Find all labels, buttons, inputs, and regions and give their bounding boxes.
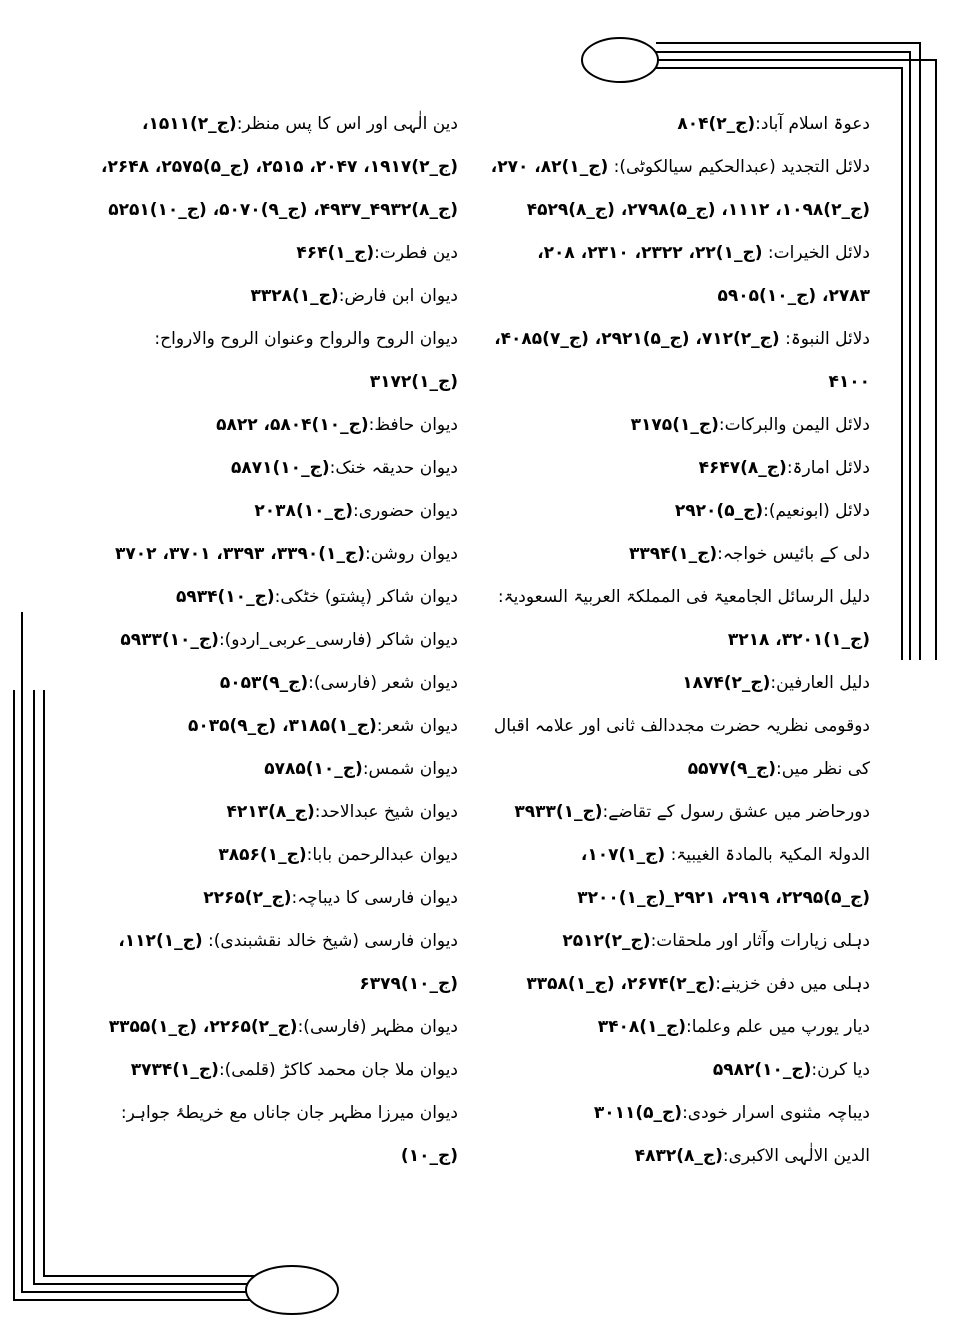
index-entry	[490, 1092, 870, 1135]
entry-title: دین فطرت:	[374, 243, 458, 263]
entry-reference: (ج_۱)۸۲، ۲۷۰، (ج_۲)۱۰۹۸، ۱۱۱۲، (ج_۵)۲۷۹۸، (ج_۸)۴۵۲۹	[490, 157, 870, 220]
entry-title: دلی کے بائیس خواجہ:	[717, 544, 870, 564]
entry-title: دیوان فارسی کا دیباچہ:	[291, 888, 458, 908]
index-entry	[76, 318, 458, 404]
entry-title: دیوان حضوری:	[353, 501, 458, 521]
index-entry	[76, 447, 458, 490]
index-entry	[490, 318, 870, 404]
entry-reference: (ج_۹)۵۵۷۷	[687, 759, 776, 779]
entry-title: دین الٰہی اور اس کا پس منظر:	[236, 114, 458, 134]
index-entry	[76, 920, 458, 1006]
entry-reference: (ج_۸)۴۶۴۷	[698, 458, 787, 478]
entry-reference: (ج_۱۰)	[400, 1146, 458, 1166]
entry-reference: (ج_۱)۳۲۰۱، ۳۲۱۸	[727, 630, 870, 650]
entry-title: دیوان فارسی (شیخ خالد نقشبندی):	[202, 931, 458, 951]
entry-title: دلائل النبوۃ:	[779, 329, 870, 349]
index-entry	[490, 103, 870, 146]
entry-title: دیوان حدیقہ خنک:	[329, 458, 458, 478]
index-entry	[76, 533, 458, 576]
entry-title: دیوان مظہر (فارسی):	[297, 1017, 458, 1037]
entry-reference: (ج_۱)۱۱۲، (ج_۱۰)۶۳۷۹	[118, 931, 458, 994]
index-entry	[490, 576, 870, 662]
index-entry	[490, 1049, 870, 1092]
entry-title: دیا کرن:	[811, 1060, 870, 1080]
entry-title: دیار یورپ میں علم وعلما:	[685, 1017, 870, 1037]
index-entry	[76, 1092, 458, 1178]
index-entry	[490, 1135, 870, 1178]
entry-title: دلیل العارفین:	[770, 673, 870, 693]
entry-reference: (ج_۵)۳۰۱۱	[593, 1103, 683, 1123]
entry-reference: (ج_۱)۳۳۹۴	[628, 544, 718, 564]
entry-reference: (ج_۱۰)۵۸۷۱	[231, 458, 330, 478]
index-entry	[490, 1006, 870, 1049]
entry-title: دلائل الخیرات:	[762, 243, 870, 263]
index-entry	[76, 748, 458, 791]
entry-reference: (ج_۱۰)۵۹۳۳	[120, 630, 219, 650]
index-entry	[76, 275, 458, 318]
index-entry	[490, 447, 870, 490]
entry-title: دیوان شاکر (فارسی_عربی_اردو):	[218, 630, 458, 650]
index-entry	[76, 877, 458, 920]
entry-reference: (ج_۱)۳۱۸۵، (ج_۹)۵۰۳۵	[187, 716, 377, 736]
entry-reference: (ج_۲)۲۶۷۴، (ج_۱)۳۳۵۸	[526, 974, 716, 994]
entry-title: دلائل (ابونعیم):	[763, 501, 870, 521]
entry-reference: (ج_۱)۴۶۴	[296, 243, 375, 263]
entry-reference: (ج_۵)۲۹۲۰	[674, 501, 764, 521]
index-entry	[490, 404, 870, 447]
entry-title: دیوان ملا جان محمد کاکڑ (قلمی):	[218, 1060, 458, 1080]
entry-title: دیوان میرزا مظہر جان جاناں مع خریطۂ جواہر:	[120, 1103, 458, 1123]
index-column-left	[76, 103, 458, 1178]
index-entry	[76, 1006, 458, 1049]
entry-reference: (ج_۲)۱۵۱۱، (ج_۲)۱۹۱۷، ۲۰۴۷، ۲۵۱۵، (ج_۵)۲۵۷۵، ۲۶۴۸، (ج_۸)۴۹۳۲_۴۹۳۷، (ج_۹)۵۰۷۰، (ج_۱۰)۵۲۵۱	[101, 114, 458, 220]
index-entry	[490, 490, 870, 533]
entry-title: دیوان شمس:	[362, 759, 458, 779]
index-entry	[490, 791, 870, 834]
index-entry	[76, 705, 458, 748]
index-column-right	[490, 103, 870, 1178]
entry-reference: (ج_۹)۵۰۵۳	[219, 673, 309, 693]
entry-title: دیوان شاکر (پشتو) خٹکی:	[274, 587, 458, 607]
entry-reference: (ج_۲)۲۲۶۵، (ج_۱)۳۳۵۵	[108, 1017, 298, 1037]
index-entry	[76, 232, 458, 275]
index-entry	[76, 490, 458, 533]
index-entry	[76, 103, 458, 232]
entry-title: الدولۃ المکیۃ بالمادۃ الغیبیۃ:	[665, 845, 870, 865]
entry-reference: (ج_۱۰)۵۷۸۵	[264, 759, 363, 779]
entry-reference: (ج_۱۰)۵۹۳۴	[176, 587, 275, 607]
top-ornament-oval	[582, 38, 658, 82]
entry-title: دیوان حافظ:	[368, 415, 458, 435]
entry-reference: (ج_۱)۳۱۷۲	[369, 372, 458, 392]
entry-title: دیوان روشن:	[364, 544, 458, 564]
entry-reference: (ج_۲)۲۵۱۲	[562, 931, 651, 951]
entry-title: دہلی میں دفن خزینے:	[715, 974, 870, 994]
entry-title: دہلی زیارات وآثار اور ملحقات:	[650, 931, 870, 951]
entry-reference: (ج_۱۰)۲۰۳۸	[254, 501, 354, 521]
index-entry	[490, 834, 870, 920]
entry-title: دیوان ابن فارض:	[338, 286, 458, 306]
index-entry	[490, 146, 870, 232]
entry-reference: (ج_۱)۳۷۳۴	[130, 1060, 219, 1080]
entry-title: الدین الالٰہی الاکبری:	[722, 1146, 870, 1166]
entry-reference: (ج_۱)۳۱۷۵	[630, 415, 719, 435]
index-entry	[76, 791, 458, 834]
index-entry	[76, 576, 458, 619]
entry-reference: (ج_۱)۲۲، ۲۳۲۲، ۲۳۱۰، ۲۰۸، ۲۷۸۳، (ج_۱۰)۵۹۰۵	[537, 243, 870, 306]
entry-title: دلائل امارۃ:	[786, 458, 870, 478]
entry-title: دیوان شعر:	[376, 716, 458, 736]
entry-reference: (ج_۲)۷۱۲، (ج_۵)۲۹۲۱، (ج_۷)۴۰۸۵، ۴۱۰۰	[494, 329, 870, 392]
entry-reference: (ج_۲)۲۲۶۵	[203, 888, 292, 908]
entry-title: دلائل التجدید (عبدالحکیم سیالکوٹی):	[608, 157, 870, 177]
entry-reference: (ج_۱)۳۹۳۳	[514, 802, 603, 822]
entry-title: دیوان شیخ عبدالاحد:	[314, 802, 458, 822]
entry-title: دیوان شعر (فارسی):	[308, 673, 458, 693]
index-entry	[490, 232, 870, 318]
entry-title: دلیل الرسائل الجامعیۃ فی المملکۃ العربیۃ السعودیۃ:	[497, 587, 870, 607]
entry-reference: (ج_۱)۳۳۹۰، ۳۳۹۳، ۳۷۰۱، ۳۷۰۲	[115, 544, 365, 564]
entry-title: دوقومی نظریہ حضرت مجددالف ثانی اور علامہ اقبال کی نظر میں:	[493, 716, 870, 779]
entry-title: دعوۃ اسلام آباد:	[755, 114, 870, 134]
entry-reference: (ج_۱)۱۰۷، (ج_۵)۲۲۹۵، ۲۹۱۹، ۲۹۲۱_(ج_۱)۳۲۰۰	[577, 845, 870, 908]
entry-reference: (ج_۲)۸۰۴	[677, 114, 756, 134]
entry-title: دیوان عبدالرحمن بابا:	[306, 845, 458, 865]
entry-reference: (ج_۱)۳۴۰۸	[597, 1017, 686, 1037]
entry-reference: (ج_۲)۱۸۷۴	[682, 673, 771, 693]
index-entry	[490, 920, 870, 963]
index-entry	[490, 662, 870, 705]
entry-reference: (ج_۸)۴۲۱۳	[226, 802, 315, 822]
entry-title: دیوان الروح والرواح وعنوان الروح والارواح:	[154, 329, 458, 349]
entry-reference: (ج_۱۰)۵۹۸۲	[712, 1060, 812, 1080]
index-entry	[76, 619, 458, 662]
entry-title: دلائل الیمن والبرکات:	[718, 415, 870, 435]
entry-title: دورحاضر میں عشق رسول کے تقاضے:	[602, 802, 870, 822]
entry-reference: (ج_۱)۳۳۲۸	[250, 286, 339, 306]
bottom-ornament-oval	[246, 1266, 338, 1314]
index-entry	[76, 662, 458, 705]
index-entry	[490, 963, 870, 1006]
index-entry	[76, 834, 458, 877]
entry-title: دیباچہ مثنوی اسرار خودی:	[682, 1103, 870, 1123]
entry-reference: (ج_۱۰)۵۸۰۴، ۵۸۲۲	[216, 415, 369, 435]
index-entry	[76, 404, 458, 447]
index-entry	[490, 705, 870, 791]
index-entry	[490, 533, 870, 576]
entry-reference: (ج_۱)۳۸۵۶	[218, 845, 307, 865]
entry-reference: (ج_۸)۴۸۳۲	[634, 1146, 723, 1166]
index-entry	[76, 1049, 458, 1092]
